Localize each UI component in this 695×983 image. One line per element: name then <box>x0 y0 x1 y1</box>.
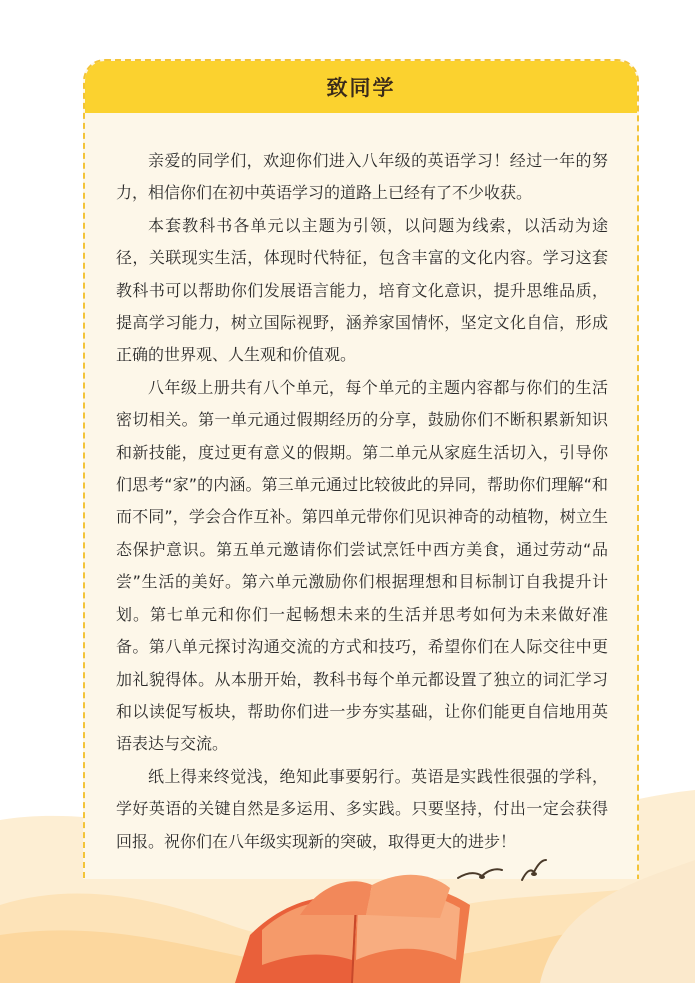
letter-card <box>83 59 639 879</box>
letter-body <box>116 145 608 858</box>
paragraph-4: 纸上得来终觉浅，绝知此事要躬行。英语是实践性很强的学科，学好英语的关键自然是多运用、多实践。只要坚持，付出一定会获得回报。祝你们在八年级实现新的突破，取得更大的进步！ <box>116 766 608 851</box>
page-title: 致同学 <box>326 76 396 100</box>
paragraph-3: 八年级上册共有八个单元，每个单元的主题内容都与你们的生活密切相关。第一单元通过假期经历的分享，鼓励你们不断积累新知识和新技能，度过更有意义的假期。第二单元从家庭生活切入，引导你们思考“家”的内涵。第三单元通过比较彼此的异同，帮助你们理解“和而不同”，学会合作互补。第四单元带你们见识神奇的动植物，树立生态保护意识。第五单元邀请你们尝试烹饪中西方美食，通过劳动“品尝”生活的美好。第六单元激励你们根据理想和目标制订自我提升计划。第七单元和你们一起畅想未来的生活并思考如何为未来做好准备。第八单元探讨沟通交流的方式和技巧，希望你们在人际交往中更加礼貌得体。从本册开始，教科书每个单元都设置了独立的词汇学习和以读促写板块，帮助你们进一步夯实基础，让你们能更自信地用英语表达与交流。 <box>116 377 608 754</box>
card-header <box>85 61 637 113</box>
paragraph-2: 本套教科书各单元以主题为引领，以问题为线索，以活动为途径，关联现实生活，体现时代特征，包含丰富的文化内容。学习这套教科书可以帮助你们发展语言能力，培育文化意识，提升思维品质，提高学习能力，树立国际视野，涵养家国情怀，坚定文化自信，形成正确的世界观、人生观和价值观。 <box>116 215 608 365</box>
paragraph-1: 亲爱的同学们，欢迎你们进入八年级的英语学习！经过一年的努力，相信你们在初中英语学习的道路上已经有了不少收获。 <box>116 151 608 203</box>
